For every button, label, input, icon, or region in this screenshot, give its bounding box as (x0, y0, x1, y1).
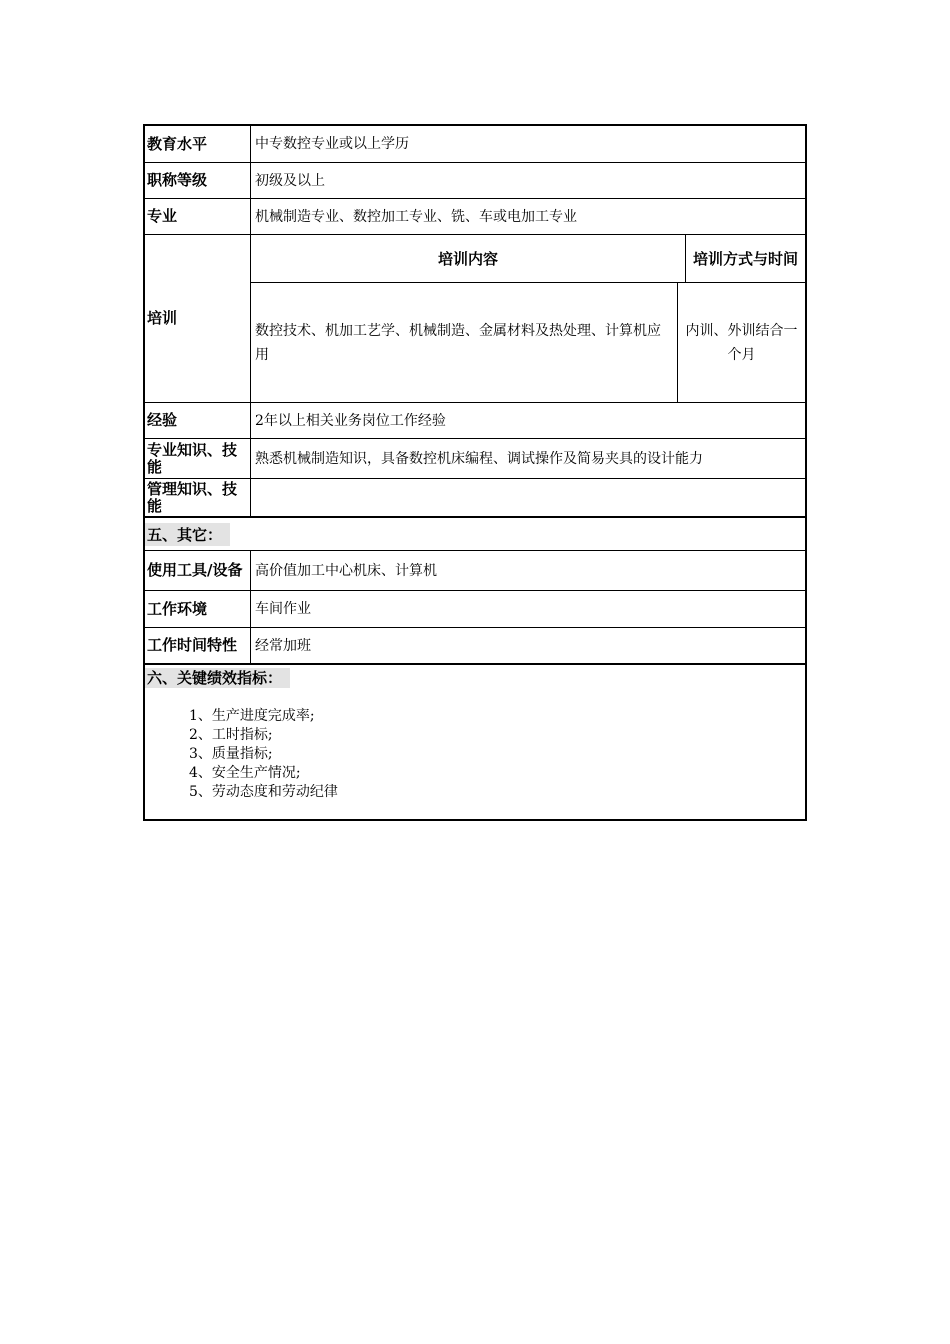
row-label: 教育水平 (145, 126, 251, 162)
job-description-table (143, 124, 807, 821)
row-value: 经常加班 (255, 637, 311, 654)
row-value: 车间作业 (255, 601, 311, 617)
education-row (145, 126, 805, 162)
list-item: 3、质量指标; (189, 746, 273, 762)
row-value: 熟悉机械制造知识，具备数控机床编程、调试操作及简易夹具的设计能力 (255, 450, 703, 467)
kpi-list (189, 707, 805, 802)
training-method: 内训、外训结合一个月 (685, 322, 798, 363)
section-other-title: 五、其它： (145, 523, 230, 546)
training-table (251, 235, 805, 402)
row-value: 初级及以上 (255, 172, 325, 189)
section-kpi (145, 663, 805, 819)
training-content: 数控技术、机加工艺学、机械制造、金属材料及热处理、计算机应用 (251, 283, 678, 402)
row-value (251, 479, 805, 516)
list-item: 1、生产进度完成率; (189, 708, 315, 724)
management-skills-row (145, 478, 805, 516)
list-item: 4、安全生产情况; (189, 765, 301, 781)
row-label: 专业知识、技能 (145, 439, 251, 478)
row-label: 职称等级 (145, 163, 251, 198)
major-row (145, 198, 805, 234)
tools-row (145, 550, 805, 590)
row-label: 使用工具/设备 (145, 551, 251, 590)
title-level-row (145, 162, 805, 198)
training-row (145, 234, 805, 402)
row-value: 中专数控专业或以上学历 (255, 136, 409, 152)
training-data-row (251, 283, 805, 402)
training-method-header: 培训方式与时间 (692, 249, 798, 268)
training-header-row (251, 235, 805, 283)
row-label: 专业 (145, 199, 251, 234)
professional-skills-row (145, 438, 805, 478)
section-other-header (145, 516, 805, 550)
row-label: 工作时间特性 (145, 628, 251, 663)
row-label: 经验 (145, 403, 251, 438)
section-kpi-title: 六、关键绩效指标： (145, 668, 290, 688)
training-label: 培训 (145, 235, 251, 402)
experience-row (145, 402, 805, 438)
row-label: 工作环境 (145, 591, 251, 627)
list-item: 2、工时指标; (189, 727, 273, 743)
training-content-header: 培训内容 (251, 235, 686, 282)
list-item: 5、劳动态度和劳动纪律 (189, 784, 338, 800)
work-time-row (145, 627, 805, 663)
row-label: 管理知识、技能 (145, 479, 251, 516)
work-environment-row (145, 590, 805, 627)
row-value: 2年以上相关业务岗位工作经验 (255, 412, 446, 429)
row-value: 高价值加工中心机床、计算机 (255, 562, 437, 579)
row-value: 机械制造专业、数控加工专业、铣、车或电加工专业 (255, 208, 577, 225)
section-kpi-header (145, 665, 805, 689)
